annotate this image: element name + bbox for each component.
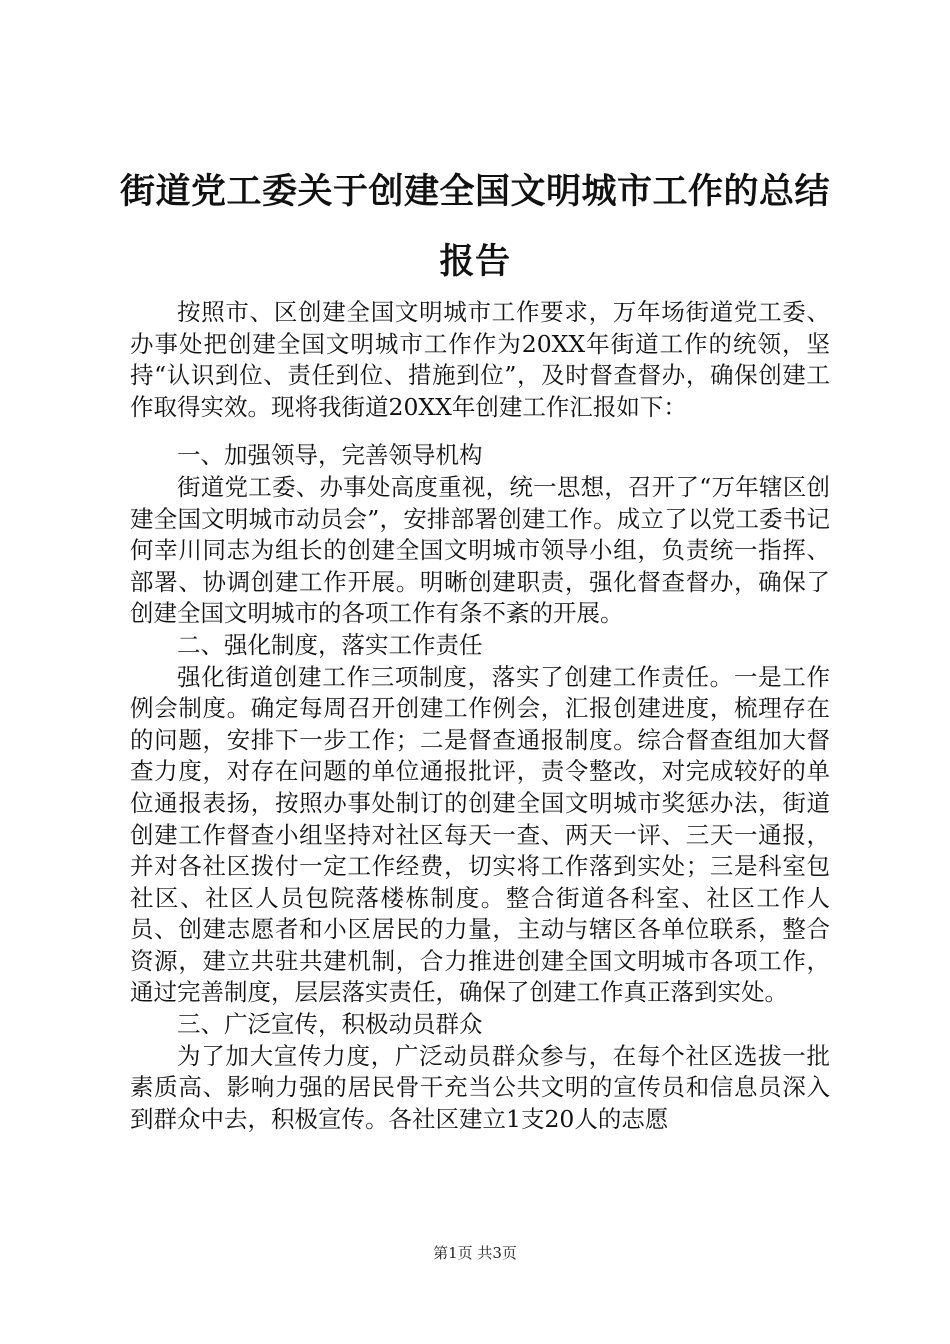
section-heading-2: 二、强化制度，落实工作责任 — [177, 630, 483, 659]
section-heading-1: 一、加强领导，完善领导机构 — [177, 441, 483, 470]
document-body — [130, 297, 830, 1135]
intro-paragraph: 按照市、区创建全国文明城市工作要求，万年场街道党工委、办事处把创建全国文明城市工作作为20XX年街道工作的统领，坚持“认识到位、责任到位、措施到位”，及时督查督办，确保创建工作取得实效。现将我街道20XX年创建工作汇报如下： — [130, 298, 830, 421]
section-paragraph-2: 强化街道创建工作三项制度，落实了创建工作责任。一是工作例会制度。确定每周召开创建工作例会，汇报创建进度，梳理存在的问题，安排下一步工作；二是督查通报制度。综合督查组加大督查力度，对存在问题的单位通报批评，责令整改，对完成较好的单位通报表扬，按照办事处制订的创建全国文明城市奖惩办法，街道创建工作督查小组坚持对社区每天一查、两天一评、三天一通报，并对各社区拨付一定工作经费，切实将工作落到实处；三是科室包社区、社区人员包院落楼栋制度。整合街道各科室、社区工作人员、创建志愿者和小区居民的力量，主动与辖区各单位联系，整合资源，建立共驻共建机制，合力推进创建全国文明城市各项工作，通过完善制度，层层落实责任，确保了创建工作真正落到实处。 — [130, 662, 830, 1007]
document-title: 街道党工委关于创建全国文明城市工作的总结报告 — [119, 171, 830, 282]
section-heading-3: 三、广泛宣传，积极动员群众 — [177, 1010, 483, 1039]
section-paragraph-3: 为了加大宣传力度，广泛动员群众参与，在每个社区选拔一批素质高、影响力强的居民骨干充当公共文明的宣传员和信息员深入到群众中去，积极宣传。各社区建立1支20人的志愿 — [130, 1041, 830, 1133]
page-footer: 第1页 共3页 — [433, 1244, 517, 1262]
section-paragraph-1: 街道党工委、办事处高度重视，统一思想，召开了“万年辖区创建全国文明城市动员会”，安排部署创建工作。成立了以党工委书记何幸川同志为组长的创建全国文明城市领导小组，负责统一指挥、部署、协调创建工作开展。明晰创建职责，强化督查督办，确保了创建全国文明城市的各项工作有条不紊的开展。 — [130, 472, 830, 628]
